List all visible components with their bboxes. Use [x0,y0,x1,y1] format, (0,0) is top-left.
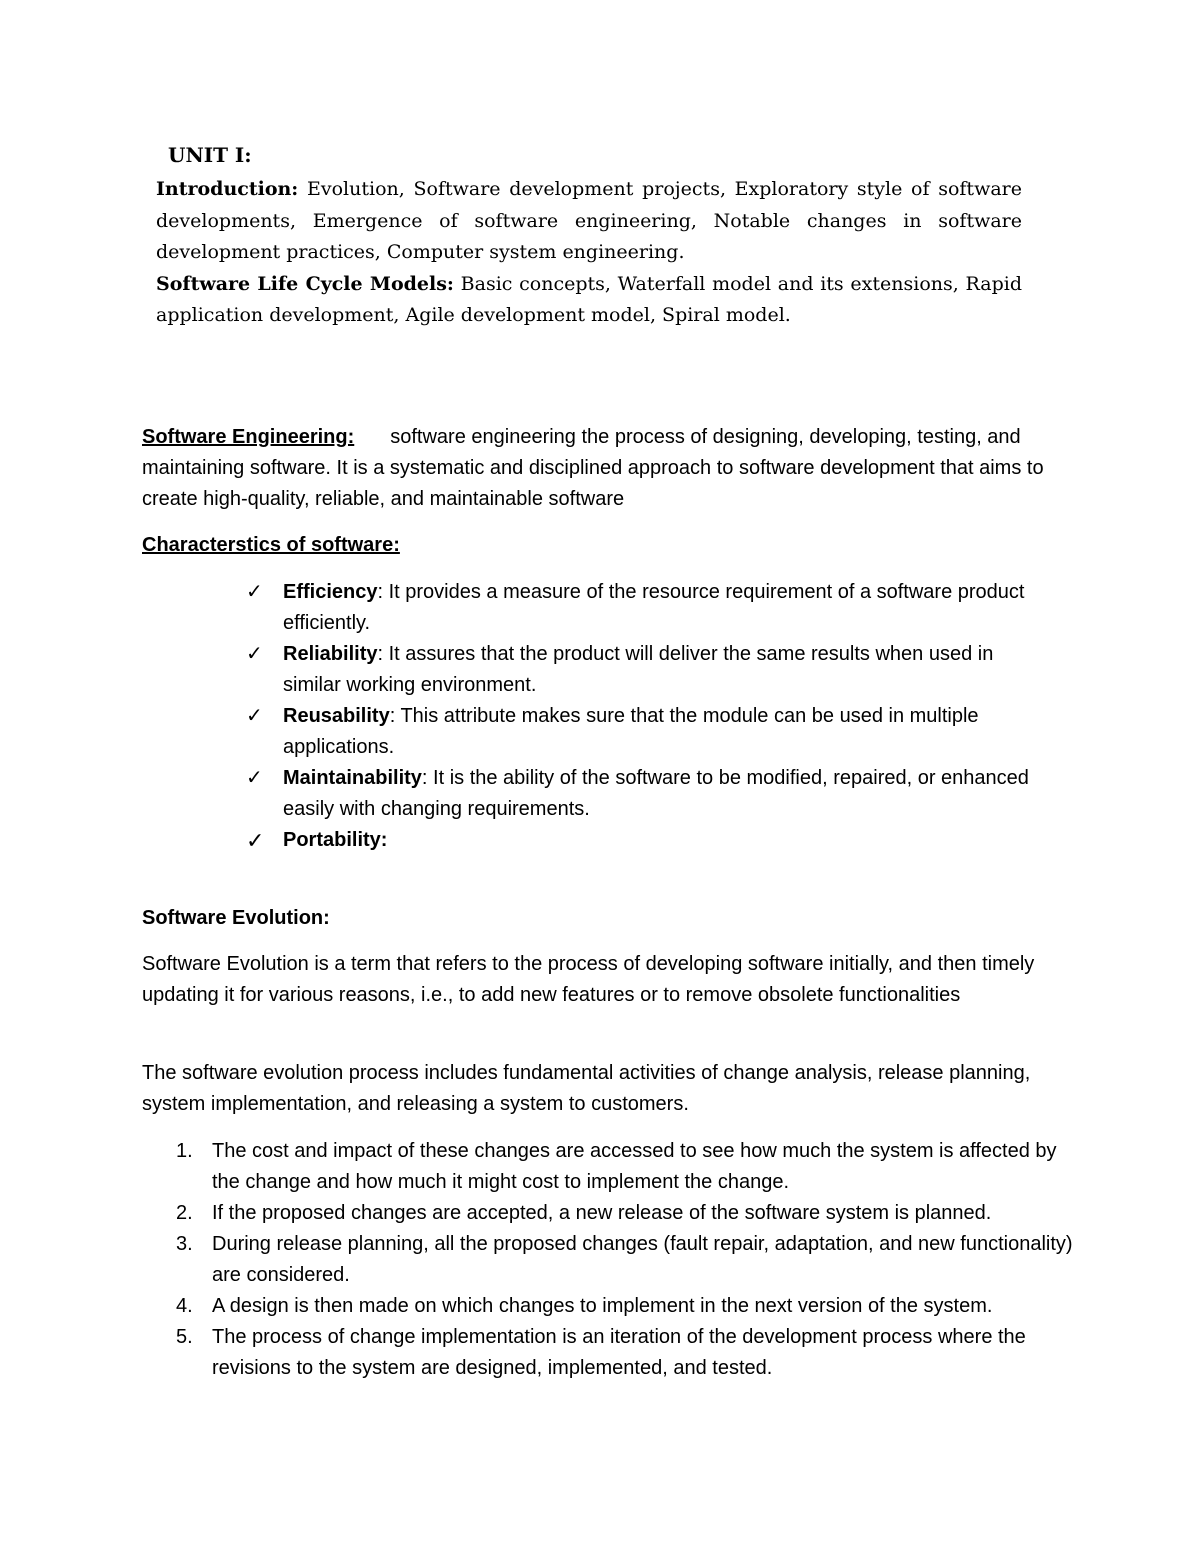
life-cycle-models-paragraph [156,269,1022,332]
step-text: A design is then made on which changes to implement in the next version of the system. [212,1295,993,1317]
step-number: 2. [176,1202,193,1224]
characteristic-text: : It is the ability of the software to be modified, repaired, or enhanced easily with changing requirements. [283,767,1029,820]
step-number: 1. [176,1140,193,1162]
characteristic-label: Efficiency [283,581,378,603]
checkmark-icon: ✓ [246,705,263,727]
checkmark-icon: ✓ [246,643,263,665]
characteristic-text: : It provides a measure of the resource requirement of a software product efficiently. [283,581,1025,634]
software-evolution-paragraph-1: Software Evolution is a term that refers to the process of developing software initially, and then timely updating it for various reasons, i.e., to add new features or to remove obsolete functionalities [142,953,1035,1006]
unit-syllabus-block [156,140,1022,332]
characteristic-label: Reliability [283,643,378,665]
software-engineering-label: Software Engineering: [142,426,355,448]
checkmark-icon: ✓ [246,581,263,603]
software-engineering-paragraph [142,422,1062,515]
list-item [246,639,1046,701]
step-text: The cost and impact of these changes are accessed to see how much the system is affected by the change and how much it might cost to implement the change. [212,1140,1057,1193]
introduction-text: Evolution, Software development projects, Exploratory style of software developments, Emergence of software engineering, Notable changes in software development practices, Computer system engineering. [156,178,1022,263]
characteristic-label: Portability: [283,829,388,851]
list-item [176,1291,1076,1322]
list-item [176,1229,1076,1291]
step-number: 5. [176,1326,193,1348]
life-cycle-models-text: Basic concepts, Waterfall model and its extensions, Rapid application development, Agile development model, Spiral model. [156,272,1022,326]
characteristic-text: : This attribute makes sure that the module can be used in multiple applications. [283,705,979,758]
characteristic-label: Reusability [283,705,390,727]
list-item [176,1322,1076,1384]
software-engineering-section [142,422,1062,515]
characteristic-label: Maintainability [283,767,422,789]
list-item [176,1136,1076,1198]
software-engineering-text: software engineering the process of designing, developing, testing, and maintaining software. It is a systematic and disciplined approach to software development that aims to create high-quality, reliable, and maintainable software [142,426,1044,510]
list-item [246,825,1046,856]
software-evolution-paragraph-2: The software evolution process includes fundamental activities of change analysis, release planning, system implementation, and releasing a system to customers. [142,1062,1031,1115]
introduction-paragraph [156,174,1022,269]
step-number: 3. [176,1233,193,1255]
list-item [246,701,1046,763]
life-cycle-models-label: Software Life Cycle Models: [156,272,454,295]
evolution-steps-list [176,1136,1076,1384]
checkmark-icon: ✓ [246,828,265,853]
characteristic-text: : It assures that the product will deliver the same results when used in similar working environment. [283,643,994,696]
checkmark-icon: ✓ [246,767,263,789]
introduction-label: Introduction: [156,178,299,200]
software-evolution-heading: Software Evolution: [142,907,330,929]
step-text: The process of change implementation is an iteration of the development process where the revisions to the system are designed, implemented, and tested. [212,1326,1026,1379]
unit-title: UNIT I: [168,143,252,167]
characteristics-list [246,577,1046,856]
list-item [176,1198,1076,1229]
list-item [246,763,1046,825]
step-number: 4. [176,1295,193,1317]
characteristics-heading: Characterstics of software: [142,534,400,556]
step-text: During release planning, all the proposed changes (fault repair, adaptation, and new functionality) are considered. [212,1233,1073,1286]
list-item [246,577,1046,639]
step-text: If the proposed changes are accepted, a new release of the software system is planned. [212,1202,992,1224]
